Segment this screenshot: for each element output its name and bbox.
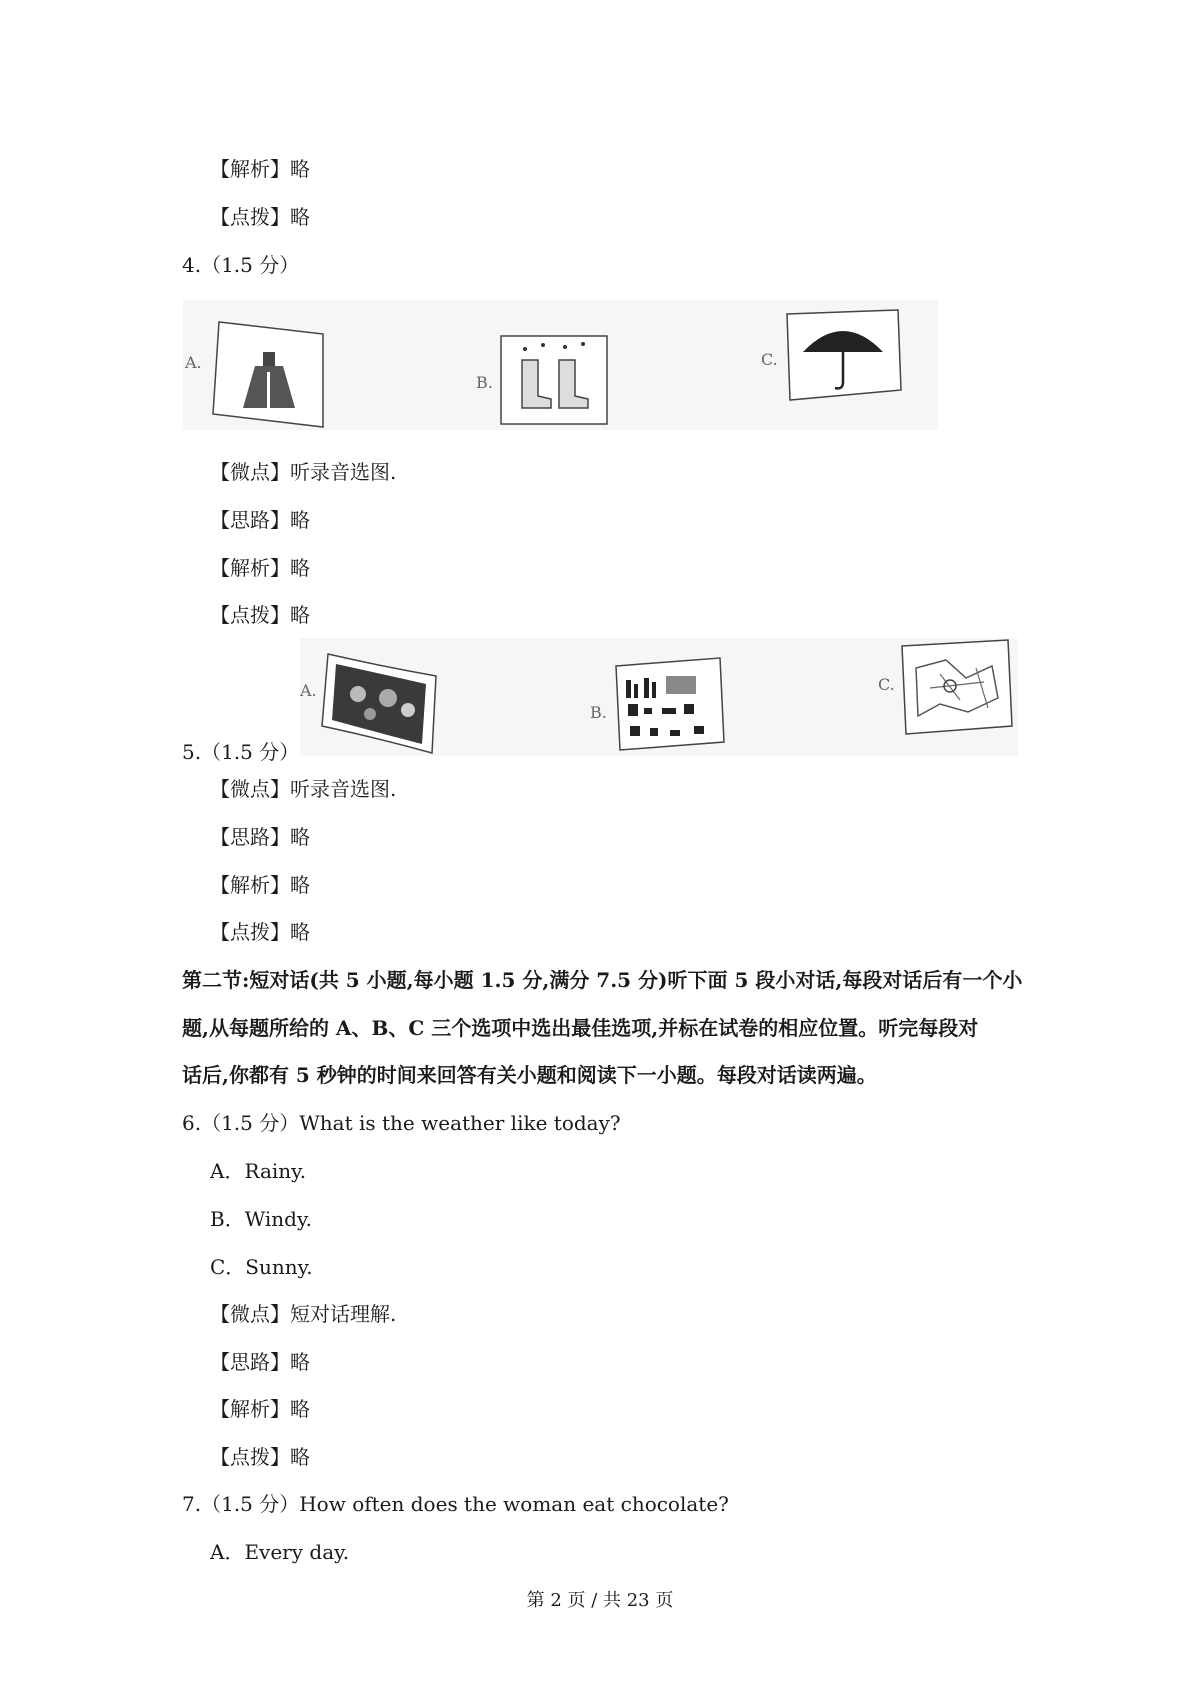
q4-idea: 【思路】略 xyxy=(210,508,310,532)
q5-label-b: B. xyxy=(590,703,607,722)
q6-tip: 【点拨】略 xyxy=(210,1445,310,1469)
q5-analysis: 【解析】略 xyxy=(210,873,310,897)
section2-heading-line3: 话后,你都有 5 秒钟的时间来回答有关小题和阅读下一小题。每段对话读两遍。 xyxy=(182,1063,877,1087)
q6-analysis: 【解析】略 xyxy=(210,1397,310,1421)
q6-stem: 6.（1.5 分）What is the weather like today? xyxy=(182,1111,621,1135)
section2-heading-line2: 题,从每题所给的 A、B、C 三个选项中选出最佳选项,并标在试卷的相应位置。听完每段对 xyxy=(182,1016,979,1040)
q6-option-a: A．Rainy. xyxy=(210,1159,307,1183)
q4-stem: 4.（1.5 分） xyxy=(182,253,300,277)
section2-heading-line1: 第二节:短对话(共 5 小题,每小题 1.5 分,满分 7.5 分)听下面 5 段小对话,每段对话后有一个小 xyxy=(182,968,1023,992)
q6-idea: 【思路】略 xyxy=(210,1350,310,1374)
q6-option-c: C．Sunny. xyxy=(210,1255,313,1279)
sketch-picture xyxy=(902,640,1012,734)
q4-label-c: C. xyxy=(761,350,778,369)
q5-label-a: A. xyxy=(300,681,317,700)
q5-point: 【微点】听录音选图. xyxy=(210,777,397,801)
page-footer: 第 2 页 / 共 23 页 xyxy=(526,1590,674,1611)
q7-stem: 7.（1.5 分）How often does the woman eat chocolate? xyxy=(182,1492,729,1516)
q4-point: 【微点】听录音选图. xyxy=(210,460,397,484)
umbrella-picture xyxy=(787,310,901,400)
rain-boots-picture xyxy=(501,336,607,424)
q4-analysis: 【解析】略 xyxy=(210,556,310,580)
q4-tip: 【点拨】略 xyxy=(210,603,310,627)
q4-picture-options xyxy=(183,300,938,430)
q5-tip: 【点拨】略 xyxy=(210,920,310,944)
q6-point: 【微点】短对话理解. xyxy=(210,1302,397,1326)
q5-idea: 【思路】略 xyxy=(210,825,310,849)
q6-option-b: B．Windy. xyxy=(210,1207,312,1231)
chart-picture xyxy=(616,658,724,750)
q5-stem: 5.（1.5 分） xyxy=(182,740,300,764)
raincoat-picture xyxy=(213,322,323,427)
q4-label-a: A. xyxy=(185,353,202,372)
q7-option-a: A．Every day. xyxy=(210,1540,350,1564)
q5-picture-options xyxy=(300,638,1018,756)
q3-analysis: 【解析】略 xyxy=(210,157,310,181)
q4-label-b: B. xyxy=(476,373,493,392)
photo-picture xyxy=(322,654,436,753)
q3-tip: 【点拨】略 xyxy=(210,205,310,229)
q5-label-c: C. xyxy=(878,675,895,694)
